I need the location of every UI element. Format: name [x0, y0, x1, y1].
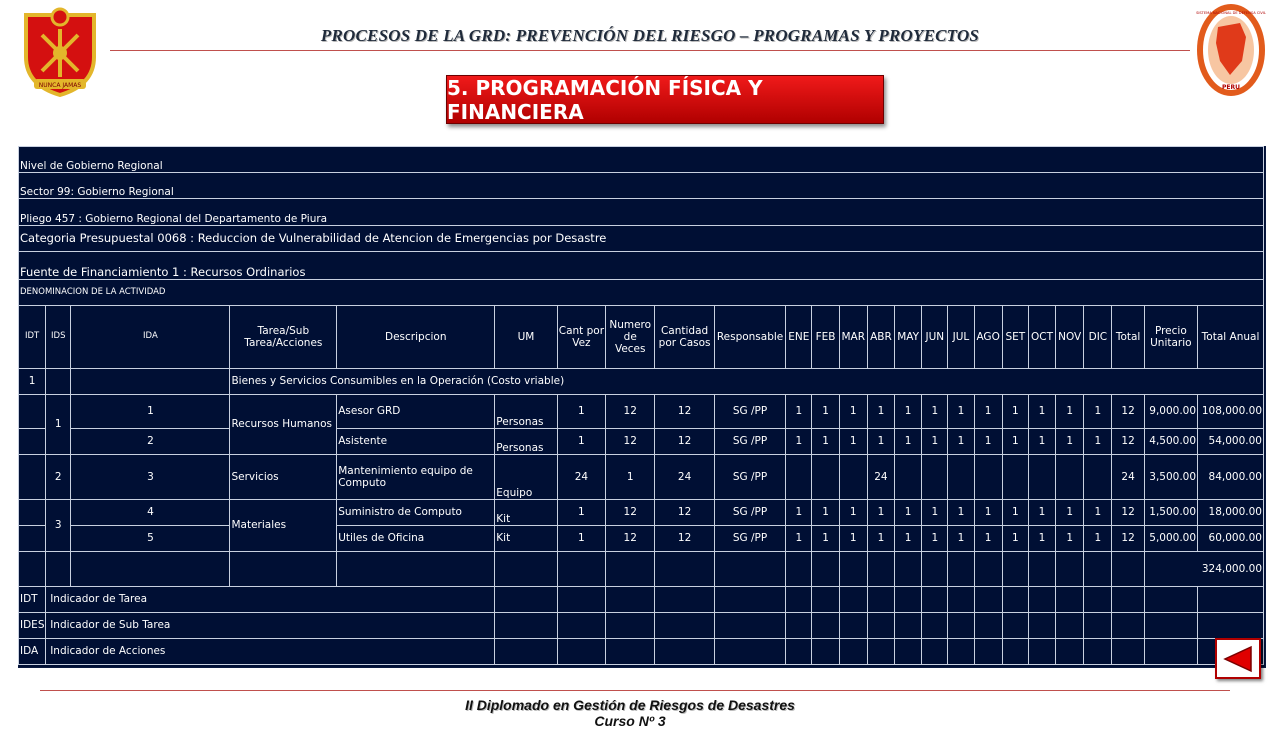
row-ids: 2 — [46, 455, 71, 500]
row-month: 1 — [895, 429, 922, 455]
table-row — [19, 526, 1264, 552]
row-descripcion: Utiles de Oficina — [337, 526, 495, 552]
left-logo — [20, 5, 100, 97]
row-total: 12 — [1112, 429, 1144, 455]
row-month: 1 — [839, 395, 867, 429]
row-month: 1 — [1056, 526, 1084, 552]
col-month: FEB — [812, 306, 839, 369]
row-month: 1 — [1002, 429, 1028, 455]
row-month: 1 — [1084, 526, 1112, 552]
info-row-denominacion — [19, 280, 1264, 306]
row-month: 1 — [948, 429, 974, 455]
row-month: 1 — [922, 395, 948, 429]
info-denominacion: DENOMINACION DE LA ACTIVIDAD — [19, 280, 1264, 306]
info-row-sector — [19, 173, 1264, 199]
row-month: 1 — [839, 526, 867, 552]
row-month: 1 — [786, 429, 812, 455]
row-um: Equipo — [495, 455, 557, 500]
col-cantidad: Cantidad por Casos — [655, 306, 714, 369]
legend-code: IDES — [19, 613, 46, 639]
group-row — [19, 369, 1264, 395]
table-row — [19, 395, 1264, 429]
info-row-nivel — [19, 147, 1264, 173]
row-month — [895, 455, 922, 500]
col-month: OCT — [1028, 306, 1055, 369]
row-ids: 1 — [46, 395, 71, 455]
col-precio: Precio Unitario — [1144, 306, 1197, 369]
row-ida: 2 — [71, 429, 230, 455]
info-fuente: Fuente de Financiamiento 1 : Recursos Ordinarios — [19, 252, 1264, 280]
row-total: 12 — [1112, 395, 1144, 429]
legend-code: IDT — [19, 587, 46, 613]
row-month — [1084, 455, 1112, 500]
page-title: PROCESOS DE LA GRD: PREVENCIÓN DEL RIESGO – PROGRAMAS Y PROYECTOS — [320, 26, 980, 45]
row-um: Kit — [495, 500, 557, 526]
row-cantidad: 12 — [655, 395, 714, 429]
row-responsable: SG /PP — [714, 395, 785, 429]
row-total: 24 — [1112, 455, 1144, 500]
row-precio: 5,000.00 — [1144, 526, 1197, 552]
legend-label: Indicador de Sub Tarea — [46, 613, 495, 639]
row-month: 1 — [1028, 429, 1055, 455]
col-ids: IDS — [46, 306, 71, 369]
row-descripcion: Asesor GRD — [337, 395, 495, 429]
row-month: 1 — [1002, 500, 1028, 526]
row-month: 1 — [974, 526, 1002, 552]
row-month: 1 — [895, 500, 922, 526]
col-month: JUL — [948, 306, 974, 369]
col-month: JUN — [922, 306, 948, 369]
row-month: 1 — [812, 429, 839, 455]
info-row-pliego — [19, 199, 1264, 226]
right-logo-country: PERU — [1222, 84, 1240, 91]
col-month: ENE — [786, 306, 812, 369]
section-title: 5. PROGRAMACIÓN FÍSICA Y FINANCIERA — [447, 75, 763, 124]
row-numero: 1 — [606, 455, 655, 500]
legend-code: IDA — [19, 639, 46, 665]
info-row-fuente — [19, 252, 1264, 280]
row-total: 12 — [1112, 500, 1144, 526]
row-month: 1 — [1056, 429, 1084, 455]
row-precio: 3,500.00 — [1144, 455, 1197, 500]
col-month: MAY — [895, 306, 922, 369]
col-cant: Cant por Vez — [557, 306, 605, 369]
row-month: 1 — [948, 395, 974, 429]
row-month: 1 — [1084, 429, 1112, 455]
row-ida: 5 — [71, 526, 230, 552]
row-tarea: Materiales — [230, 500, 337, 552]
col-month: ABR — [867, 306, 894, 369]
row-month: 1 — [895, 395, 922, 429]
row-month: 1 — [1028, 500, 1055, 526]
row-month: 1 — [812, 500, 839, 526]
row-um: Kit — [495, 526, 557, 552]
row-month: 1 — [867, 395, 894, 429]
grand-total: 324,000.00 — [1144, 552, 1263, 587]
info-categoria: Categoria Presupuestal 0068 : Reduccion de Vulnerabilidad de Atencion de Emergencias por Desastre — [19, 226, 1264, 252]
section-title-box — [446, 75, 884, 124]
row-month: 1 — [812, 526, 839, 552]
info-sector: Sector 99: Gobierno Regional — [19, 173, 1264, 199]
row-month: 1 — [1084, 500, 1112, 526]
row-cant: 1 — [557, 526, 605, 552]
row-month: 1 — [867, 500, 894, 526]
row-month: 1 — [839, 500, 867, 526]
col-tarea: Tarea/Sub Tarea/Acciones — [230, 306, 337, 369]
row-tarea: Servicios — [230, 455, 337, 500]
row-precio: 9,000.00 — [1144, 395, 1197, 429]
col-month: MAR — [839, 306, 867, 369]
row-month: 1 — [1028, 526, 1055, 552]
col-idt: IDT — [19, 306, 46, 369]
row-month: 1 — [922, 500, 948, 526]
row-month — [1028, 455, 1055, 500]
header-divider — [110, 50, 1190, 51]
col-ida: IDA — [71, 306, 230, 369]
table-row — [19, 500, 1264, 526]
col-month: SET — [1002, 306, 1028, 369]
row-numero: 12 — [606, 395, 655, 429]
row-total: 12 — [1112, 526, 1144, 552]
row-month: 1 — [974, 429, 1002, 455]
row-cantidad: 24 — [655, 455, 714, 500]
row-descripcion: Suministro de Computo — [337, 500, 495, 526]
row-month — [1002, 455, 1028, 500]
row-um: Personas — [495, 429, 557, 455]
row-month: 1 — [1002, 395, 1028, 429]
row-total-anual: 108,000.00 — [1198, 395, 1264, 429]
row-month: 1 — [786, 526, 812, 552]
row-month: 1 — [867, 429, 894, 455]
back-button[interactable] — [1215, 638, 1261, 679]
row-month: 1 — [974, 500, 1002, 526]
legend-row — [19, 587, 1264, 613]
row-total-anual: 84,000.00 — [1198, 455, 1264, 500]
col-month: DIC — [1084, 306, 1112, 369]
row-descripcion: Mantenimiento equipo de Computo — [337, 455, 495, 500]
legend-label: Indicador de Tarea — [46, 587, 495, 613]
row-numero: 12 — [606, 526, 655, 552]
row-month — [786, 455, 812, 500]
footer-title: II Diplomado en Gestión de Riesgos de Desastres — [465, 697, 795, 713]
row-month: 24 — [867, 455, 894, 500]
col-total-anual: Total Anual — [1198, 306, 1264, 369]
row-ida: 4 — [71, 500, 230, 526]
row-cant: 1 — [557, 500, 605, 526]
row-month — [948, 455, 974, 500]
row-tarea: Recursos Humanos — [230, 395, 337, 455]
table-row — [19, 429, 1264, 455]
legend-row — [19, 613, 1264, 639]
row-month — [974, 455, 1002, 500]
row-month: 1 — [1028, 395, 1055, 429]
row-responsable: SG /PP — [714, 429, 785, 455]
row-month: 1 — [948, 500, 974, 526]
row-precio: 1,500.00 — [1144, 500, 1197, 526]
col-month: NOV — [1056, 306, 1084, 369]
row-descripcion: Asistente — [337, 429, 495, 455]
row-month: 1 — [974, 395, 1002, 429]
left-logo-motto: NUNCA JAMAS — [38, 82, 82, 89]
row-month: 1 — [1056, 500, 1084, 526]
row-month — [1056, 455, 1084, 500]
row-month: 1 — [839, 429, 867, 455]
footer-subtitle: Curso Nº 3 — [594, 713, 666, 729]
row-numero: 12 — [606, 429, 655, 455]
row-month: 1 — [922, 526, 948, 552]
legend-row — [19, 639, 1264, 665]
row-numero: 12 — [606, 500, 655, 526]
col-numero: Numero de Veces — [606, 306, 655, 369]
row-cantidad: 12 — [655, 526, 714, 552]
col-um: UM — [495, 306, 557, 369]
row-total-anual: 60,000.00 — [1198, 526, 1264, 552]
row-month: 1 — [786, 500, 812, 526]
row-cant: 24 — [557, 455, 605, 500]
row-ida: 3 — [71, 455, 230, 500]
row-month — [812, 455, 839, 500]
right-logo — [1196, 3, 1266, 97]
row-month: 1 — [786, 395, 812, 429]
row-month: 1 — [867, 526, 894, 552]
table-row — [19, 455, 1264, 500]
group-label: Bienes y Servicios Consumibles en la Operación (Costo vriable) — [230, 369, 1264, 395]
row-cantidad: 12 — [655, 500, 714, 526]
column-header-row — [19, 306, 1264, 369]
row-month: 1 — [948, 526, 974, 552]
row-ids: 3 — [46, 500, 71, 552]
row-ida: 1 — [71, 395, 230, 429]
row-responsable: SG /PP — [714, 526, 785, 552]
row-month — [922, 455, 948, 500]
row-month — [839, 455, 867, 500]
row-total-anual: 54,000.00 — [1198, 429, 1264, 455]
row-cant: 1 — [557, 429, 605, 455]
budget-table — [18, 146, 1264, 665]
right-logo-text: SISTEMA NACIONAL DE DEFENSA CIVIL — [1196, 11, 1266, 15]
info-pliego: Pliego 457 : Gobierno Regional del Departamento de Piura — [19, 199, 1264, 226]
col-month: AGO — [974, 306, 1002, 369]
back-arrow-icon — [1221, 644, 1255, 674]
footer-divider — [40, 690, 1230, 691]
group-idt: 1 — [19, 369, 46, 395]
row-month: 1 — [812, 395, 839, 429]
row-month: 1 — [922, 429, 948, 455]
legend-label: Indicador de Acciones — [46, 639, 495, 665]
row-precio: 4,500.00 — [1144, 429, 1197, 455]
col-descripcion: Descripcion — [337, 306, 495, 369]
info-nivel: Nivel de Gobierno Regional — [19, 147, 1264, 173]
row-cantidad: 12 — [655, 429, 714, 455]
row-cant: 1 — [557, 395, 605, 429]
row-responsable: SG /PP — [714, 455, 785, 500]
grand-total-row — [19, 552, 1264, 587]
row-month: 1 — [895, 526, 922, 552]
row-responsable: SG /PP — [714, 500, 785, 526]
row-month: 1 — [1002, 526, 1028, 552]
row-month: 1 — [1056, 395, 1084, 429]
row-total-anual: 18,000.00 — [1198, 500, 1264, 526]
col-total: Total — [1112, 306, 1144, 369]
row-month: 1 — [1084, 395, 1112, 429]
info-row-categoria — [19, 226, 1264, 252]
col-responsable: Responsable — [714, 306, 785, 369]
row-um: Personas — [495, 395, 557, 429]
